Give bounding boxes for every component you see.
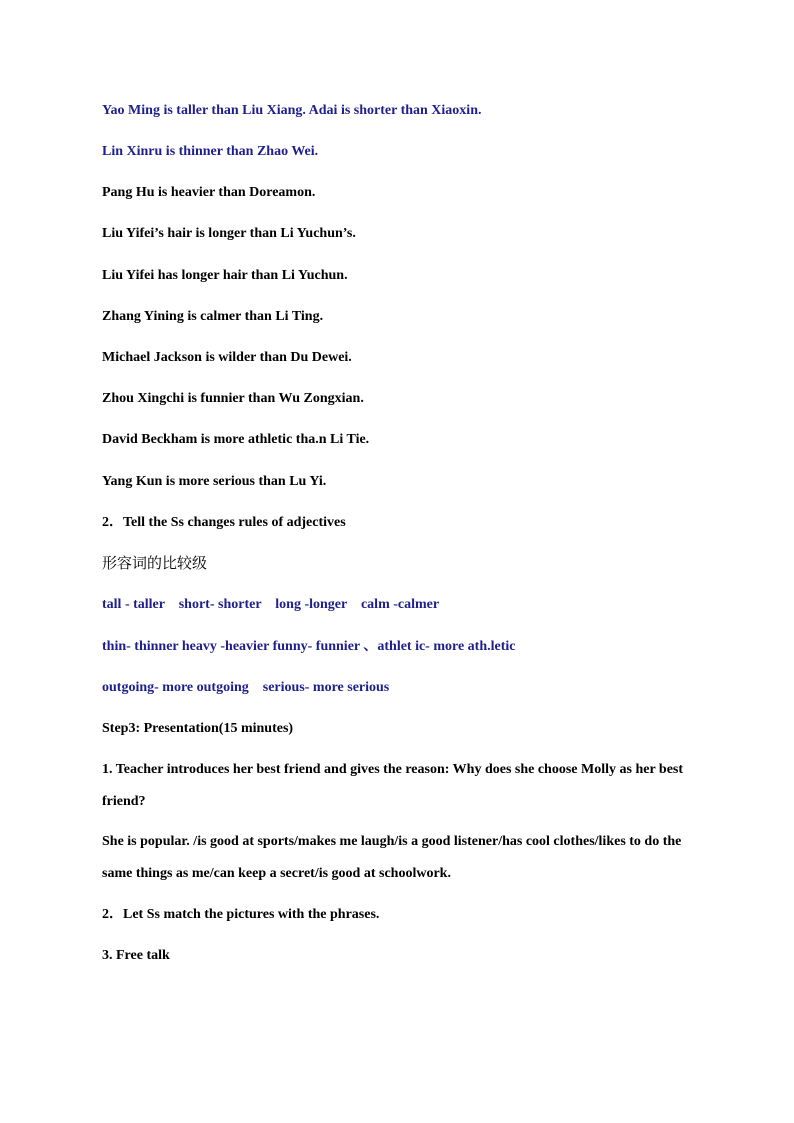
comparison-sentence: Yao Ming is taller than Liu Xiang. Adai is shorter than Xiaoxin. <box>102 103 482 118</box>
step3-item2: 2．Let Ss match the pictures with the phrases. <box>102 907 380 922</box>
comparison-sentence: Zhang Yining is calmer than Li Ting. <box>102 309 324 324</box>
adjective-rules-line: tall - taller short- shorter long -longer calm -calmer <box>102 597 440 612</box>
comparison-sentence: Liu Yifei’s hair is longer than Li Yuchun’s. <box>102 226 356 241</box>
step3-heading: Step3: Presentation(15 minutes) <box>102 721 294 736</box>
adjective-rules-line: thin- thinner heavy -heavier funny- funnier 、athlet ic- more ath.letic <box>102 639 516 654</box>
comparison-sentence: Pang Hu is heavier than Doreamon. <box>102 185 316 200</box>
comparison-sentence: Lin Xinru is thinner than Zhao Wei. <box>102 144 319 159</box>
comparison-sentence: David Beckham is more athletic tha.n Li Tie. <box>102 432 370 447</box>
step3-item1-answer: She is popular. /is good at sports/makes me laugh/is a good listener/has cool clothes/likes to do the same things as me/can keep a secret/is good at schoolwork. <box>102 834 682 881</box>
step2-heading: 2．Tell the Ss changes rules of adjectives <box>102 515 346 530</box>
chinese-heading: 形容词的比较级 <box>102 554 208 572</box>
adjective-rules-line: outgoing- more outgoing serious- more serious <box>102 680 390 695</box>
step3-item3: 3. Free talk <box>102 948 170 963</box>
step3-item1: 1. Teacher introduces her best friend and gives the reason: Why does she choose Molly as her best friend? <box>102 762 684 809</box>
comparison-sentence: Liu Yifei has longer hair than Li Yuchun. <box>102 268 348 283</box>
comparison-sentence: Yang Kun is more serious than Lu Yi. <box>102 474 327 489</box>
comparison-sentence: Zhou Xingchi is funnier than Wu Zongxian. <box>102 391 364 406</box>
comparison-sentence: Michael Jackson is wilder than Du Dewei. <box>102 350 352 365</box>
